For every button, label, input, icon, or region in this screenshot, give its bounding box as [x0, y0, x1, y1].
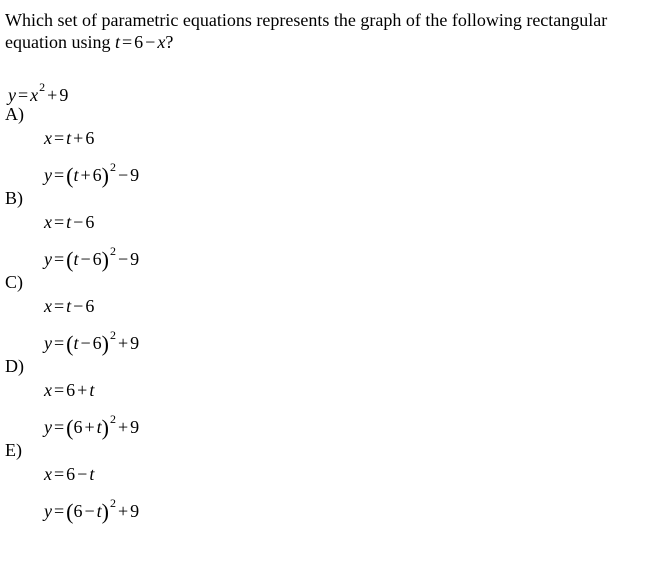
x-rhs-token: t [89, 464, 95, 484]
x-rhs-token: t [66, 296, 72, 316]
y-tail-token: + [117, 417, 129, 437]
x-eq: = [54, 296, 65, 316]
sub-minus: − [145, 32, 156, 52]
sub-eq: = [122, 32, 133, 52]
x-rhs-token: 6 [85, 296, 95, 316]
given-const: 9 [59, 85, 69, 105]
x-lhs: x [44, 296, 52, 316]
y-tail-token: − [117, 249, 129, 269]
y-exponent: 2 [109, 160, 116, 174]
x-eq: = [54, 212, 65, 232]
option-x-equation [44, 464, 94, 485]
sub-x: x [157, 32, 166, 52]
left-paren: ( [66, 247, 74, 272]
y-inner-token: − [80, 249, 91, 269]
option-y-equation [44, 244, 139, 273]
question-line-2-prefix: equation using [5, 32, 115, 52]
x-rhs-token: + [77, 380, 88, 400]
x-rhs-token: 6 [85, 212, 95, 232]
y-exponent: 2 [109, 244, 116, 258]
question-mark: ? [165, 32, 174, 52]
left-paren: ( [66, 415, 74, 440]
y-tail-token: 9 [130, 333, 140, 353]
option-letter: E) [5, 440, 22, 460]
y-exponent: 2 [109, 496, 116, 510]
right-paren: ) [101, 499, 109, 524]
x-eq: = [54, 380, 65, 400]
given-plus: + [47, 85, 58, 105]
x-rhs-token: 6 [66, 464, 76, 484]
x-rhs-token: 6 [85, 128, 95, 148]
x-rhs-token: 6 [66, 380, 76, 400]
x-lhs: x [44, 212, 52, 232]
y-lhs: y [44, 333, 52, 353]
y-eq: = [54, 501, 65, 521]
y-inner-token: − [80, 333, 91, 353]
x-rhs-token: + [73, 128, 84, 148]
y-inner-token: 6 [92, 165, 102, 185]
left-paren: ( [66, 163, 74, 188]
y-eq: = [54, 333, 65, 353]
option-x-equation [44, 296, 94, 317]
left-paren: ( [66, 331, 74, 356]
y-inner-token: t [73, 249, 79, 269]
y-tail-token: 9 [130, 501, 140, 521]
y-inner-token: + [80, 165, 91, 185]
option-x-equation [44, 212, 94, 233]
x-lhs: x [44, 464, 52, 484]
option-y-equation [44, 328, 139, 357]
question-line-2 [5, 31, 645, 53]
right-paren: ) [101, 415, 109, 440]
x-lhs: x [44, 380, 52, 400]
given-x: x [30, 85, 39, 105]
option-x-equation [44, 128, 94, 149]
option-letter: C) [5, 272, 23, 292]
x-rhs-token: t [66, 128, 72, 148]
x-eq: = [54, 128, 65, 148]
y-tail-token: 9 [130, 165, 140, 185]
x-lhs: x [44, 128, 52, 148]
given-equation [8, 80, 68, 106]
y-tail-token: + [117, 333, 129, 353]
y-exponent: 2 [109, 328, 116, 342]
x-rhs-token: − [73, 212, 84, 232]
sub-six: 6 [134, 32, 144, 52]
y-inner-token: + [84, 417, 95, 437]
option-letter: D) [5, 356, 24, 376]
y-tail-token: 9 [130, 417, 140, 437]
given-eq: = [18, 85, 29, 105]
option-letter: A) [5, 104, 24, 124]
option-y-equation [44, 160, 139, 189]
y-inner-token: 6 [92, 333, 102, 353]
x-rhs-token: − [73, 296, 84, 316]
y-lhs: y [44, 417, 52, 437]
y-tail-token: + [117, 501, 129, 521]
right-paren: ) [101, 247, 109, 272]
y-eq: = [54, 165, 65, 185]
y-inner-token: 6 [73, 417, 83, 437]
x-rhs-token: − [77, 464, 88, 484]
y-lhs: y [44, 165, 52, 185]
y-inner-token: t [96, 417, 102, 437]
option-letter: B) [5, 188, 23, 208]
option-y-equation [44, 496, 139, 525]
option-y-equation [44, 412, 139, 441]
substitution-equation [115, 32, 165, 52]
sub-t: t [115, 32, 121, 52]
y-inner-token: t [73, 165, 79, 185]
question-text [5, 9, 645, 53]
given-exponent: 2 [39, 80, 46, 94]
y-eq: = [54, 417, 65, 437]
y-inner-token: t [73, 333, 79, 353]
y-exponent: 2 [109, 412, 116, 426]
x-rhs-token: t [66, 212, 72, 232]
y-tail-token: 9 [130, 249, 140, 269]
given-y: y [8, 85, 16, 105]
y-inner-token: − [84, 501, 95, 521]
y-eq: = [54, 249, 65, 269]
y-lhs: y [44, 501, 52, 521]
y-inner-token: 6 [73, 501, 83, 521]
y-inner-token: 6 [92, 249, 102, 269]
question-line-1: Which set of parametric equations represents the graph of the following rectangular [5, 10, 608, 30]
y-inner-token: t [96, 501, 102, 521]
option-x-equation [44, 380, 94, 401]
left-paren: ( [66, 499, 74, 524]
y-tail-token: − [117, 165, 129, 185]
right-paren: ) [101, 163, 109, 188]
right-paren: ) [101, 331, 109, 356]
x-rhs-token: t [89, 380, 95, 400]
x-eq: = [54, 464, 65, 484]
y-lhs: y [44, 249, 52, 269]
